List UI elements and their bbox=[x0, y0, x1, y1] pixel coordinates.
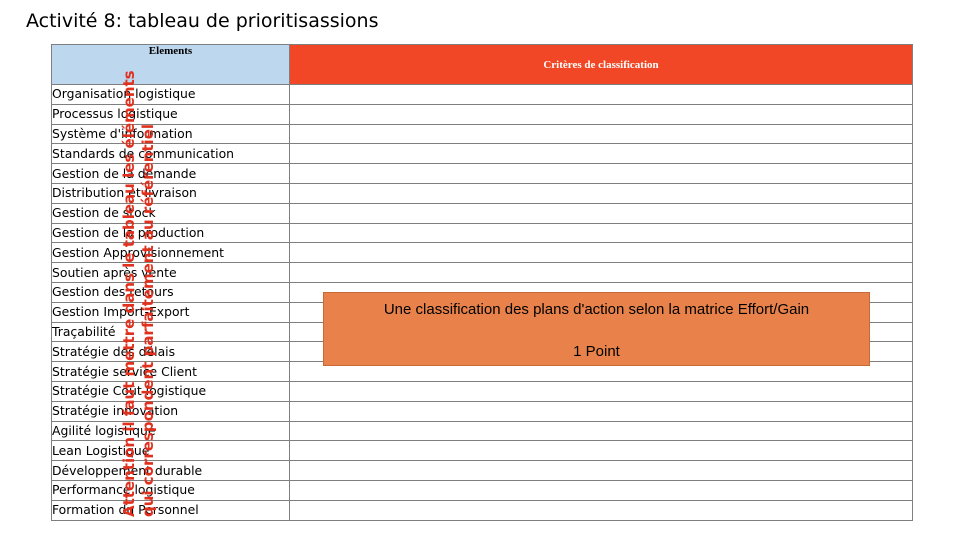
element-cell: Gestion de la production bbox=[52, 223, 290, 243]
element-cell: Soutien après vente bbox=[52, 263, 290, 283]
element-cell: Traçabilité bbox=[52, 322, 290, 342]
header-criteria: Critères de classification bbox=[290, 45, 913, 85]
criteria-cell[interactable] bbox=[290, 381, 913, 401]
warning-note-line-2: qui correspondent parfaitement au référentiel bbox=[139, 123, 157, 517]
slide-title: Activité 8: tableau de prioritisassions bbox=[26, 10, 379, 32]
header-elements: Elements bbox=[52, 45, 290, 85]
element-cell: Stratégie innovation bbox=[52, 401, 290, 421]
criteria-cell[interactable] bbox=[290, 421, 913, 441]
element-cell: Standards de communication bbox=[52, 144, 290, 164]
element-cell: Lean Logistique bbox=[52, 441, 290, 461]
criteria-cell[interactable] bbox=[290, 263, 913, 283]
element-cell: Gestion des retours bbox=[52, 282, 290, 302]
table-row bbox=[52, 144, 913, 164]
criteria-cell[interactable] bbox=[290, 461, 913, 481]
criteria-cell[interactable] bbox=[290, 203, 913, 223]
table-row bbox=[52, 421, 913, 441]
element-cell: Formation du Personnel bbox=[52, 500, 290, 520]
table-row bbox=[52, 124, 913, 144]
element-cell: Gestion de stock bbox=[52, 203, 290, 223]
vertical-warning-note bbox=[120, 47, 164, 517]
element-cell: Performance logistique bbox=[52, 480, 290, 500]
table-row bbox=[52, 381, 913, 401]
table-row bbox=[52, 263, 913, 283]
criteria-cell[interactable] bbox=[290, 104, 913, 124]
table-row bbox=[52, 461, 913, 481]
criteria-cell[interactable] bbox=[290, 85, 913, 105]
prioritization-table bbox=[51, 44, 913, 521]
warning-note-line-1: Attention il faut mettre dans le tableau les éléments bbox=[120, 70, 138, 517]
element-cell: Système d'information bbox=[52, 124, 290, 144]
element-cell: Gestion de la demande bbox=[52, 164, 290, 184]
criteria-cell[interactable] bbox=[290, 183, 913, 203]
criteria-cell[interactable] bbox=[290, 223, 913, 243]
table-header-row bbox=[52, 45, 913, 85]
table-row bbox=[52, 480, 913, 500]
element-cell: Développement durable bbox=[52, 461, 290, 481]
criteria-cell[interactable] bbox=[290, 243, 913, 263]
table-row bbox=[52, 243, 913, 263]
table-row bbox=[52, 164, 913, 184]
callout-text: Une classification des plans d'action selon la matrice Effort/Gain bbox=[383, 301, 810, 318]
element-cell: Distribution et livraison bbox=[52, 183, 290, 203]
element-cell: Stratégie des délais bbox=[52, 342, 290, 362]
criteria-cell[interactable] bbox=[290, 144, 913, 164]
criteria-cell[interactable] bbox=[290, 401, 913, 421]
element-cell: Gestion Approvisionnement bbox=[52, 243, 290, 263]
element-cell: Stratégie Coût logistique bbox=[52, 381, 290, 401]
criteria-cell[interactable] bbox=[290, 164, 913, 184]
table-row bbox=[52, 223, 913, 243]
table-row bbox=[52, 104, 913, 124]
table-row bbox=[52, 183, 913, 203]
table-row bbox=[52, 203, 913, 223]
table-row bbox=[52, 441, 913, 461]
criteria-cell[interactable] bbox=[290, 480, 913, 500]
element-cell: Processus logistique bbox=[52, 104, 290, 124]
callout-points: 1 Point bbox=[573, 343, 620, 360]
element-cell: Organisation logistique bbox=[52, 85, 290, 105]
table-row bbox=[52, 500, 913, 520]
element-cell: Gestion Import-Export bbox=[52, 302, 290, 322]
criteria-cell[interactable] bbox=[290, 441, 913, 461]
table-row bbox=[52, 85, 913, 105]
criteria-cell[interactable] bbox=[290, 500, 913, 520]
element-cell: Agilité logistique bbox=[52, 421, 290, 441]
classification-callout bbox=[323, 292, 870, 366]
criteria-cell[interactable] bbox=[290, 124, 913, 144]
element-cell: Stratégie service Client bbox=[52, 362, 290, 382]
table-row bbox=[52, 401, 913, 421]
